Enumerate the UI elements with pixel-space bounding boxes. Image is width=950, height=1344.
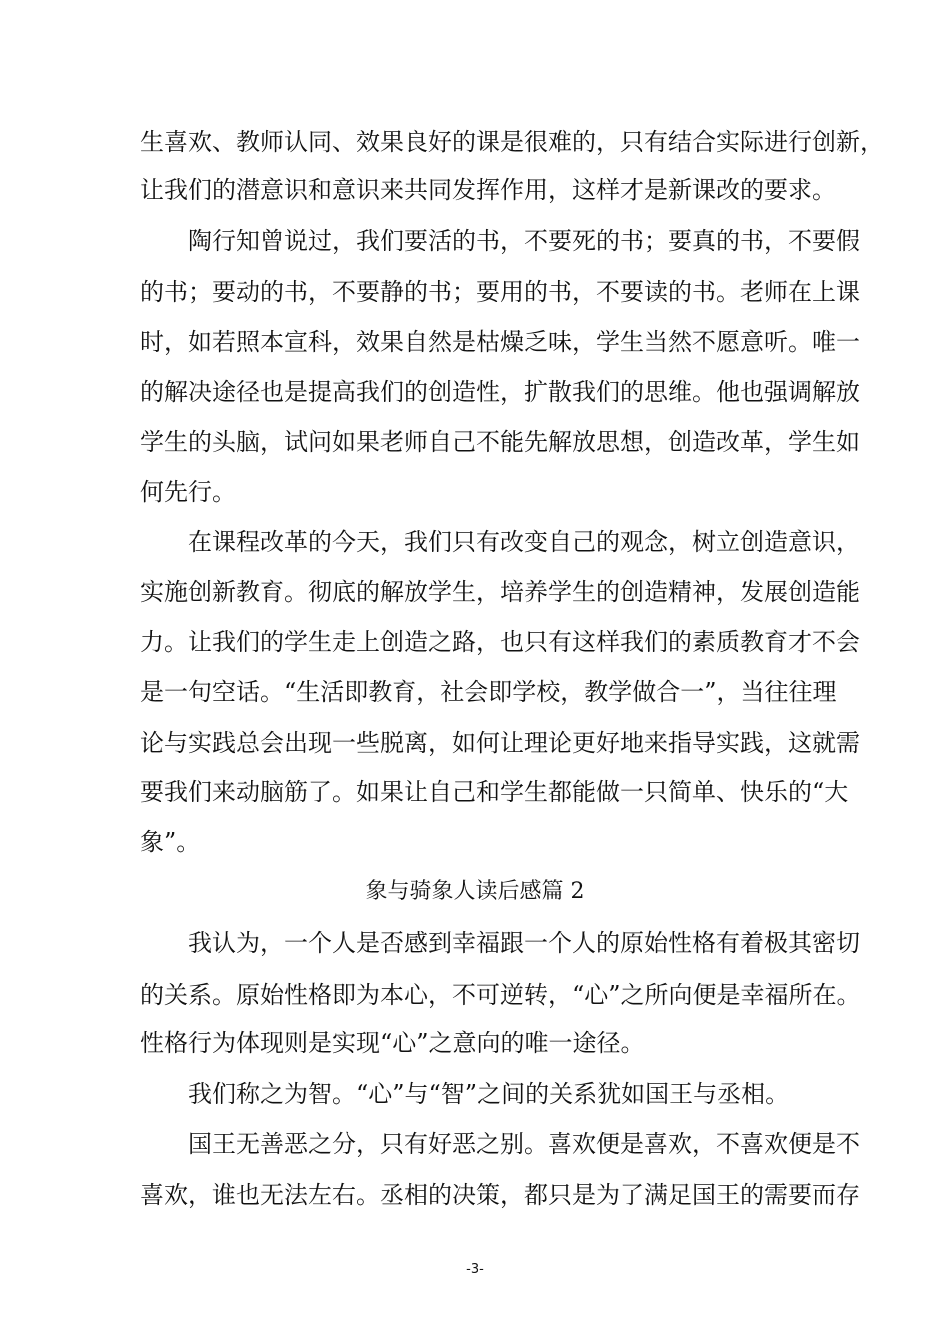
body-text-line: 是一句空话。“生活即教育，社会即学校，教学做合一”，当往往理 (140, 678, 837, 706)
paragraph-first-line: 我们称之为智。“心”与“智”之间的关系犹如国王与丞相。 (188, 1080, 790, 1108)
paragraph-first-line: 国王无善恶之分，只有好恶之别。喜欢便是喜欢，不喜欢便是不 (188, 1130, 860, 1158)
body-text-line: 生喜欢、教师认同、效果良好的课是很难的，只有结合实际进行创新， (140, 128, 884, 156)
body-text-line: 力。让我们的学生走上创造之路，也只有这样我们的素质教育才不会 (140, 628, 860, 656)
body-text-line: 的解决途径也是提高我们的创造性，扩散我们的思维。他也强调解放 (140, 378, 860, 406)
body-text-line: 的书；要动的书，不要静的书；要用的书，不要读的书。老师在上课 (140, 278, 860, 306)
body-text-line: 的关系。原始性格即为本心，不可逆转，“心”之所向便是幸福所在。 (140, 981, 861, 1009)
body-text-line: 要我们来动脑筋了。如果让自己和学生都能做一只简单、快乐的“大 (140, 778, 849, 806)
body-text-line: 实施创新教育。彻底的解放学生，培养学生的创造精神，发展创造能 (140, 578, 860, 606)
paragraph-first-line: 我认为，一个人是否感到幸福跟一个人的原始性格有着极其密切 (188, 929, 860, 957)
body-text-line: 性格行为体现则是实现“心”之意向的唯一途径。 (140, 1029, 645, 1057)
body-text-line: 论与实践总会出现一些脱离，如何让理论更好地来指导实践，这就需 (140, 729, 860, 757)
paragraph-first-line: 在课程改革的今天，我们只有改变自己的观念，树立创造意识， (188, 528, 860, 556)
section-heading: 象与骑象人读后感篇 2 (365, 879, 585, 904)
paragraph-first-line: 陶行知曾说过，我们要活的书，不要死的书；要真的书，不要假 (188, 227, 860, 255)
body-text-line: 喜欢，谁也无法左右。丞相的决策，都只是为了满足国王的需要而存 (140, 1181, 860, 1209)
body-text-line: 让我们的潜意识和意识来共同发挥作用，这样才是新课改的要求。 (140, 176, 836, 204)
page-number: -3- (466, 1262, 484, 1277)
body-text-line: 时，如若照本宣科，效果自然是枯燥乏味，学生当然不愿意听。唯一 (140, 328, 860, 356)
body-text-line: 何先行。 (140, 478, 236, 506)
body-text-line: 象”。 (140, 828, 201, 856)
body-text-line: 学生的头脑，试问如果老师自己不能先解放思想，创造改革，学生如 (140, 428, 860, 456)
